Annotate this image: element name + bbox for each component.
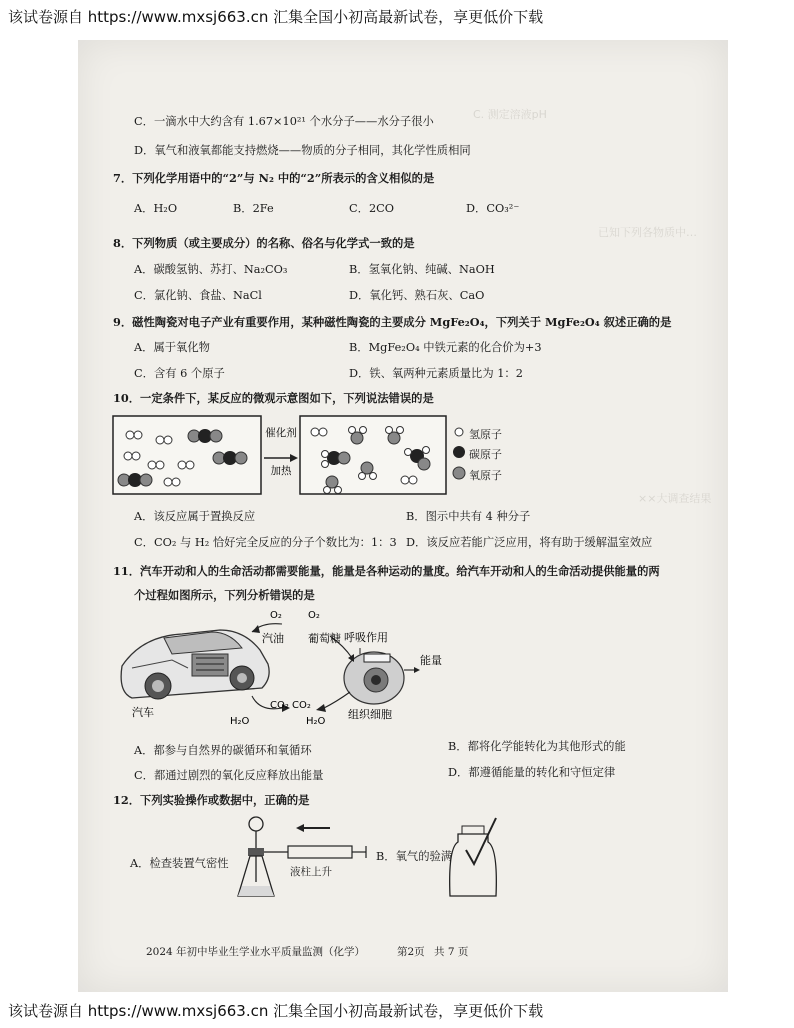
tissue-label: 组织细胞: [348, 708, 392, 721]
q11-option-a: A．都参与自然界的碳循环和氧循环: [134, 744, 312, 757]
q10-stem: 10．一定条件下，某反应的微观示意图如下，下列说法错误的是: [113, 391, 434, 405]
airtightness-apparatus: [238, 817, 366, 896]
q11-option-d: D．都遵循能量的转化和守恒定律: [448, 766, 616, 779]
legend-oxygen: 氧原子: [469, 469, 502, 482]
q8-option-b: B．氢氧化钠、纯碱、NaOH: [349, 263, 495, 276]
q7-stem: 7．下列化学用语中的“2”与 N₂ 中的“2”所表示的含义相似的是: [113, 171, 435, 185]
fuel-label: 汽油: [262, 632, 284, 645]
legend-carbon: 碳原子: [469, 448, 502, 461]
co2-label-car: CO₂: [270, 700, 289, 711]
q11-energy-diagram: [112, 608, 472, 736]
glucose-label: 葡萄糖: [308, 632, 341, 645]
q10-option-a: A．该反应属于置换反应: [134, 510, 256, 523]
bleed-through: 已知下列各物质中…: [598, 226, 697, 239]
q10-option-d: D．该反应若能广泛应用，将有助于缓解温室效应: [406, 536, 653, 549]
energy-label: 能量: [420, 654, 442, 667]
h2o-label-car: H₂O: [230, 716, 250, 727]
q12-option-b: B．氧气的验满: [376, 850, 453, 863]
q11-stem-line2: 个过程如图所示，下列分析错误的是: [134, 588, 315, 602]
co2-molecule: [213, 451, 247, 465]
q6-option-d: D．氧气和液氧都能支持燃烧——物质的分子相同，其化学性质相同: [134, 144, 471, 157]
q12-apparatus: [234, 812, 514, 904]
legend-carbon-swatch: [453, 446, 465, 458]
q8-stem: 8．下列物质（或主要成分）的名称、俗名与化学式一致的是: [113, 236, 415, 250]
source-banner-bottom: 该试卷源自 https://www.mxsj663.cn 汇集全国小初高最新试卷，享更低价下载: [0, 994, 794, 1028]
q9-option-c: C．含有 6 个原子: [134, 367, 225, 380]
q11-stem-line1: 11．汽车开动和人的生命活动都需要能量，能量是各种运动的量度。给汽车开动和人的生命活动提供能量的两: [113, 564, 660, 578]
co2-molecule: [188, 429, 222, 443]
q11-option-b: B．都将化学能转化为其他形式的能: [448, 740, 626, 753]
co2-molecule: [118, 473, 152, 487]
q7-option-b: B．2Fe: [233, 202, 274, 215]
q8-option-c: C．氯化钠、食盐、NaCl: [134, 289, 262, 302]
legend-oxygen-swatch: [453, 467, 465, 479]
co2-label-cell: CO₂: [292, 700, 311, 711]
q10-option-b: B．图示中共有 4 种分子: [406, 510, 531, 523]
bleed-through: C. 测定溶液pH: [473, 108, 547, 121]
q6-option-c: C．一滴水中大约含有 1.67×10²¹ 个水分子——水分子很小: [134, 115, 434, 128]
car-label: 汽车: [132, 706, 154, 719]
q7-option-d: D．CO₃²⁻: [466, 202, 520, 215]
respiration-label: 呼吸作用: [344, 631, 388, 644]
h2o-label-cell: H₂O: [306, 716, 326, 727]
o2-label-car: O₂: [270, 610, 282, 621]
legend-hydrogen: 氢原子: [469, 428, 502, 441]
q9-option-a: A．属于氧化物: [134, 341, 210, 354]
liquid-rise-label: 液柱上升: [290, 866, 332, 878]
q12-option-a: A．检查装置气密性: [130, 857, 229, 870]
car-illustration: [121, 630, 269, 699]
q12-stem: 12．下列实验操作或数据中，正确的是: [113, 793, 310, 807]
q9-stem: 9．磁性陶瓷对电子产业有重要作用，某种磁性陶瓷的主要成分 MgFe₂O₄，下列关于 MgFe₂O₄ 叙述正确的是: [113, 315, 672, 329]
o2-label-cell: O₂: [308, 610, 320, 621]
catalyst-label: 催化剂: [265, 427, 297, 439]
q10-reaction-diagram: [112, 412, 492, 498]
q8-option-d: D．氧化钙、熟石灰、CaO: [349, 289, 485, 302]
q9-option-b: B．MgFe₂O₄ 中铁元素的化合价为+3: [349, 341, 542, 354]
footer-page: 第2页: [397, 946, 425, 958]
q8-option-a: A．碳酸氢钠、苏打、Na₂CO₃: [134, 263, 288, 276]
footer-total: 共 7 页: [434, 946, 469, 958]
q9-option-d: D．铁、氧两种元素质量比为 1：2: [349, 367, 523, 380]
q10-option-c: C．CO₂ 与 H₂ 恰好完全反应的分子个数比为：1：3: [134, 536, 397, 549]
heat-label: 加热: [270, 465, 292, 477]
q7-option-c: C．2CO: [349, 202, 395, 215]
footer-title: 2024 年初中毕业生学业水平质量监测（化学）: [146, 946, 366, 958]
legend-hydrogen-swatch: [455, 428, 463, 436]
oxygen-bottle: [450, 818, 497, 896]
q11-option-c: C．都通过剧烈的氧化反应释放出能量: [134, 769, 324, 782]
bleed-through: ××大调查结果: [638, 492, 712, 505]
source-banner-top: 该试卷源自 https://www.mxsj663.cn 汇集全国小初高最新试卷，享更低价下载: [0, 0, 794, 34]
q7-option-a: A．H₂O: [134, 202, 178, 215]
